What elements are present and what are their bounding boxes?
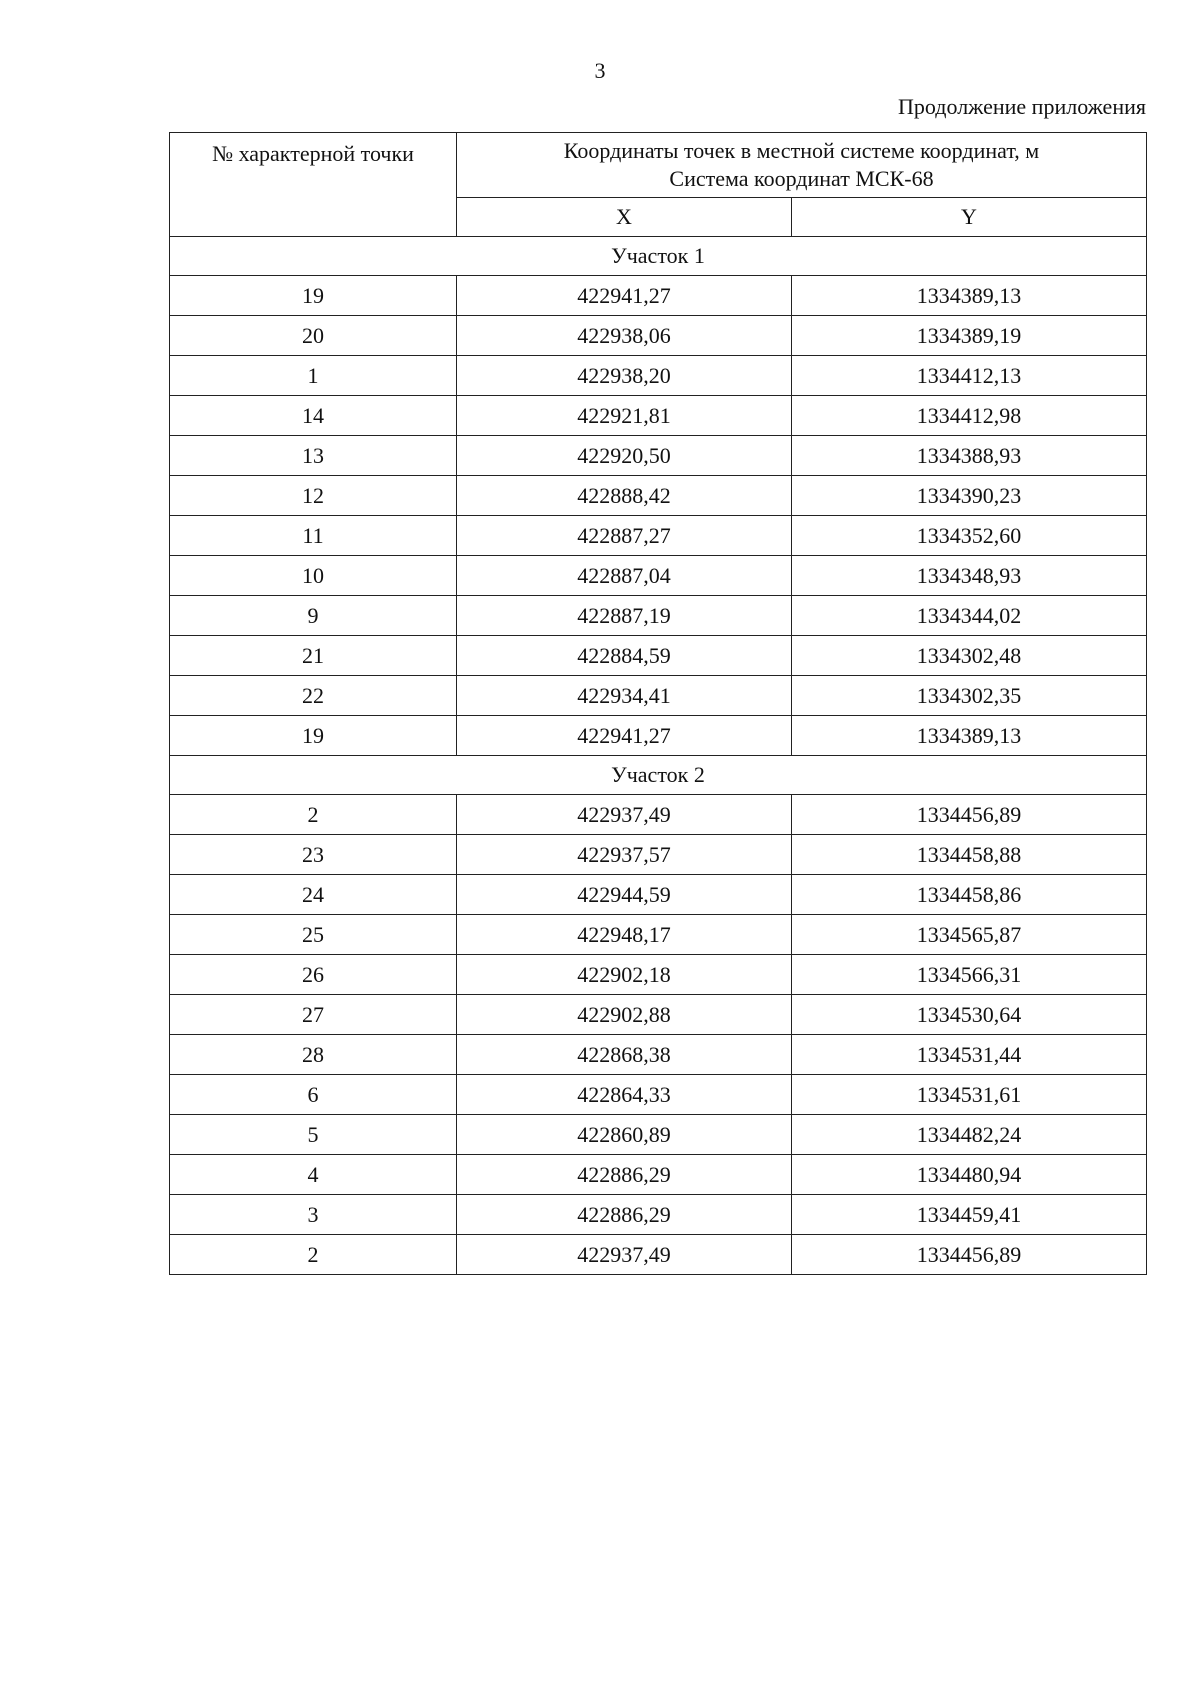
table-row xyxy=(170,636,1147,676)
x-coordinate-cell: 422944,59 xyxy=(457,875,792,915)
y-coordinate-cell: 1334344,02 xyxy=(792,596,1147,636)
coordinates-table xyxy=(169,132,1147,1275)
table-row xyxy=(170,436,1147,476)
x-coordinate-cell: 422887,04 xyxy=(457,556,792,596)
page-number: 3 xyxy=(594,58,606,83)
y-coordinate-cell: 1334482,24 xyxy=(792,1115,1147,1155)
header-point-number: № характерной точки xyxy=(170,133,457,237)
x-coordinate-cell: 422921,81 xyxy=(457,396,792,436)
header-y: Y xyxy=(792,198,1147,237)
y-coordinate-cell: 1334531,61 xyxy=(792,1075,1147,1115)
x-coordinate-cell: 422920,50 xyxy=(457,436,792,476)
x-coordinate-cell: 422948,17 xyxy=(457,915,792,955)
y-coordinate-cell: 1334456,89 xyxy=(792,1235,1147,1275)
y-coordinate-cell: 1334389,13 xyxy=(792,716,1147,756)
point-number-cell: 10 xyxy=(170,556,457,596)
y-coordinate-cell: 1334388,93 xyxy=(792,436,1147,476)
point-number-cell: 19 xyxy=(170,716,457,756)
point-number-cell: 5 xyxy=(170,1115,457,1155)
table-row xyxy=(170,795,1147,835)
x-coordinate-cell: 422887,27 xyxy=(457,516,792,556)
x-coordinate-cell: 422902,88 xyxy=(457,995,792,1035)
table-row xyxy=(170,995,1147,1035)
section-header-row xyxy=(170,756,1147,795)
table-row xyxy=(170,1115,1147,1155)
table-row xyxy=(170,835,1147,875)
y-coordinate-cell: 1334459,41 xyxy=(792,1195,1147,1235)
y-coordinate-cell: 1334458,86 xyxy=(792,875,1147,915)
y-coordinate-cell: 1334480,94 xyxy=(792,1155,1147,1195)
table-row xyxy=(170,476,1147,516)
y-coordinate-cell: 1334530,64 xyxy=(792,995,1147,1035)
point-number-cell: 1 xyxy=(170,356,457,396)
x-coordinate-cell: 422886,29 xyxy=(457,1195,792,1235)
table-row xyxy=(170,516,1147,556)
point-number-cell: 20 xyxy=(170,316,457,356)
y-coordinate-cell: 1334348,93 xyxy=(792,556,1147,596)
header-coordinates-line1: Координаты точек в местной системе координат, м xyxy=(563,138,1040,163)
x-coordinate-cell: 422937,49 xyxy=(457,795,792,835)
y-coordinate-cell: 1334456,89 xyxy=(792,795,1147,835)
x-coordinate-cell: 422902,18 xyxy=(457,955,792,995)
x-coordinate-cell: 422941,27 xyxy=(457,276,792,316)
table-row xyxy=(170,1035,1147,1075)
point-number-cell: 11 xyxy=(170,516,457,556)
section-title: Участок 1 xyxy=(170,237,1147,276)
x-coordinate-cell: 422934,41 xyxy=(457,676,792,716)
y-coordinate-cell: 1334389,13 xyxy=(792,276,1147,316)
point-number-cell: 19 xyxy=(170,276,457,316)
section-title: Участок 2 xyxy=(170,756,1147,795)
point-number-cell: 25 xyxy=(170,915,457,955)
table-row xyxy=(170,676,1147,716)
point-number-cell: 4 xyxy=(170,1155,457,1195)
table-row xyxy=(170,1235,1147,1275)
header-x: X xyxy=(457,198,792,237)
point-number-cell: 3 xyxy=(170,1195,457,1235)
x-coordinate-cell: 422886,29 xyxy=(457,1155,792,1195)
point-number-cell: 24 xyxy=(170,875,457,915)
y-coordinate-cell: 1334412,98 xyxy=(792,396,1147,436)
y-coordinate-cell: 1334389,19 xyxy=(792,316,1147,356)
x-coordinate-cell: 422938,06 xyxy=(457,316,792,356)
point-number-cell: 22 xyxy=(170,676,457,716)
x-coordinate-cell: 422884,59 xyxy=(457,636,792,676)
point-number-cell: 28 xyxy=(170,1035,457,1075)
table-row xyxy=(170,356,1147,396)
table-row xyxy=(170,316,1147,356)
table-row xyxy=(170,596,1147,636)
y-coordinate-cell: 1334566,31 xyxy=(792,955,1147,995)
y-coordinate-cell: 1334352,60 xyxy=(792,516,1147,556)
table-row xyxy=(170,915,1147,955)
table-row xyxy=(170,716,1147,756)
point-number-cell: 2 xyxy=(170,795,457,835)
table-row xyxy=(170,396,1147,436)
y-coordinate-cell: 1334458,88 xyxy=(792,835,1147,875)
y-coordinate-cell: 1334302,35 xyxy=(792,676,1147,716)
point-number-cell: 12 xyxy=(170,476,457,516)
table-row xyxy=(170,1195,1147,1235)
table-row xyxy=(170,875,1147,915)
point-number-cell: 14 xyxy=(170,396,457,436)
x-coordinate-cell: 422937,57 xyxy=(457,835,792,875)
table-row xyxy=(170,955,1147,995)
x-coordinate-cell: 422887,19 xyxy=(457,596,792,636)
point-number-cell: 9 xyxy=(170,596,457,636)
x-coordinate-cell: 422868,38 xyxy=(457,1035,792,1075)
point-number-cell: 6 xyxy=(170,1075,457,1115)
table-body xyxy=(170,237,1147,1275)
point-number-cell: 23 xyxy=(170,835,457,875)
point-number-cell: 21 xyxy=(170,636,457,676)
y-coordinate-cell: 1334390,23 xyxy=(792,476,1147,516)
x-coordinate-cell: 422888,42 xyxy=(457,476,792,516)
table-row xyxy=(170,276,1147,316)
y-coordinate-cell: 1334412,13 xyxy=(792,356,1147,396)
y-coordinate-cell: 1334531,44 xyxy=(792,1035,1147,1075)
header-coordinates-line2: Система координат МСК-68 xyxy=(669,166,934,191)
y-coordinate-cell: 1334302,48 xyxy=(792,636,1147,676)
point-number-cell: 13 xyxy=(170,436,457,476)
x-coordinate-cell: 422860,89 xyxy=(457,1115,792,1155)
table-row xyxy=(170,556,1147,596)
x-coordinate-cell: 422941,27 xyxy=(457,716,792,756)
section-header-row xyxy=(170,237,1147,276)
x-coordinate-cell: 422938,20 xyxy=(457,356,792,396)
point-number-cell: 26 xyxy=(170,955,457,995)
table-row xyxy=(170,1075,1147,1115)
x-coordinate-cell: 422864,33 xyxy=(457,1075,792,1115)
continuation-label: Продолжение приложения xyxy=(898,94,1146,119)
header-coordinates xyxy=(457,133,1147,198)
table-row xyxy=(170,1155,1147,1195)
x-coordinate-cell: 422937,49 xyxy=(457,1235,792,1275)
y-coordinate-cell: 1334565,87 xyxy=(792,915,1147,955)
point-number-cell: 2 xyxy=(170,1235,457,1275)
point-number-cell: 27 xyxy=(170,995,457,1035)
